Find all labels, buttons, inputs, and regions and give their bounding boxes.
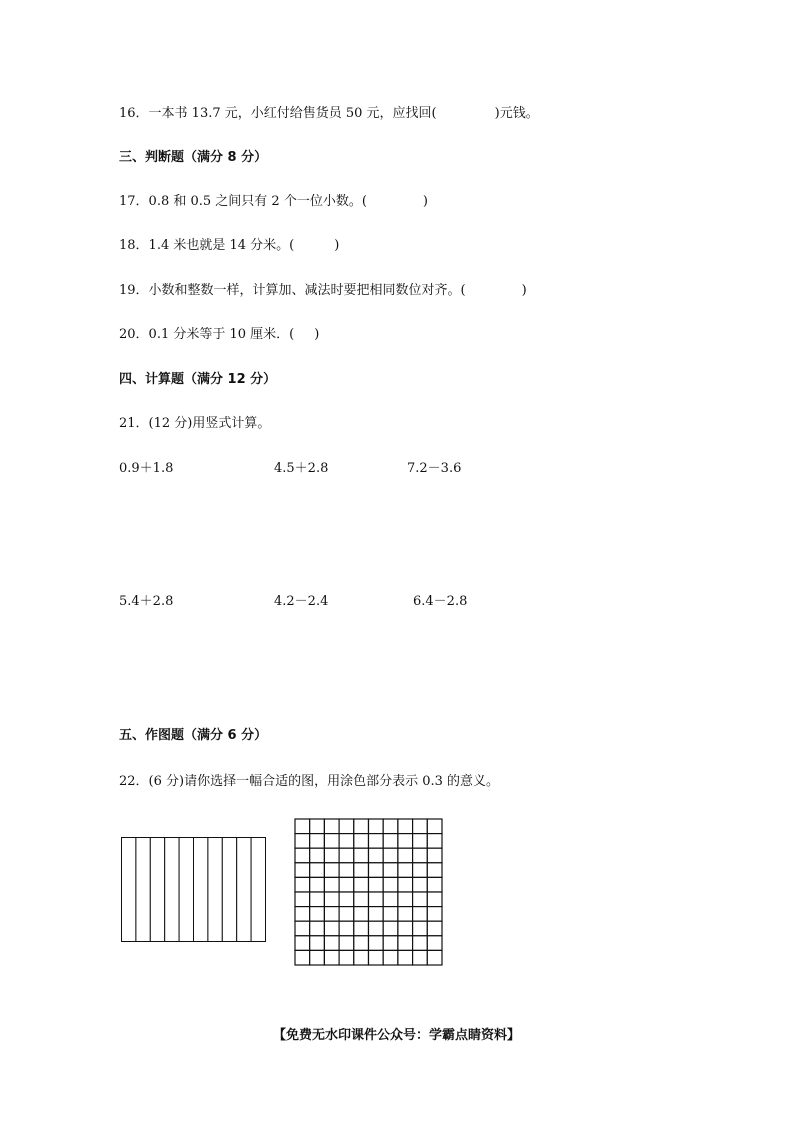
grid-cell[interactable] bbox=[354, 877, 369, 892]
question-20-text: 20．0.1 分米等于 10 厘米．( bbox=[119, 327, 295, 342]
grid-cell[interactable] bbox=[427, 863, 442, 878]
grid-cell[interactable] bbox=[295, 907, 310, 922]
grid-cell[interactable] bbox=[339, 863, 354, 878]
grid-cell[interactable] bbox=[295, 921, 310, 936]
grid-cell[interactable] bbox=[427, 848, 442, 863]
grid-cell[interactable] bbox=[413, 950, 428, 965]
grid-cell[interactable] bbox=[369, 834, 384, 849]
grid-cell[interactable] bbox=[427, 936, 442, 951]
grid-cell[interactable] bbox=[413, 848, 428, 863]
grid-cell[interactable] bbox=[339, 950, 354, 965]
question-16 bbox=[119, 106, 539, 122]
grid-cell[interactable] bbox=[398, 834, 413, 849]
question-18-suffix: ) bbox=[334, 238, 340, 253]
grid-cell[interactable] bbox=[324, 848, 339, 863]
grid-cell[interactable] bbox=[413, 819, 428, 834]
grid-cell[interactable] bbox=[354, 921, 369, 936]
grid-cell[interactable] bbox=[398, 936, 413, 951]
grid-cell[interactable] bbox=[324, 863, 339, 878]
strip-cell[interactable] bbox=[194, 838, 208, 942]
grid-cell[interactable] bbox=[383, 907, 398, 922]
strip-cell[interactable] bbox=[251, 838, 265, 942]
grid-cell[interactable] bbox=[324, 950, 339, 965]
grid-cell[interactable] bbox=[310, 848, 325, 863]
grid-cell[interactable] bbox=[354, 892, 369, 907]
strip-cell[interactable] bbox=[150, 838, 164, 942]
strip-cell[interactable] bbox=[179, 838, 193, 942]
grid-cell[interactable] bbox=[339, 921, 354, 936]
grid-cell[interactable] bbox=[383, 921, 398, 936]
grid-cell[interactable] bbox=[383, 863, 398, 878]
grid-cell[interactable] bbox=[339, 848, 354, 863]
grid-cell[interactable] bbox=[310, 819, 325, 834]
grid-cell[interactable] bbox=[324, 834, 339, 849]
calc-expression: 7.2－3.6 bbox=[407, 461, 462, 476]
grid-cell[interactable] bbox=[354, 907, 369, 922]
question-20-suffix: ) bbox=[314, 327, 320, 342]
grid-cell[interactable] bbox=[369, 950, 384, 965]
strip-cell[interactable] bbox=[237, 838, 251, 942]
grid-cell[interactable] bbox=[310, 877, 325, 892]
grid-cell[interactable] bbox=[413, 907, 428, 922]
grid-cell[interactable] bbox=[295, 950, 310, 965]
grid-cell[interactable] bbox=[324, 936, 339, 951]
grid-cell[interactable] bbox=[413, 921, 428, 936]
grid-cell[interactable] bbox=[427, 877, 442, 892]
grid-cell[interactable] bbox=[295, 819, 310, 834]
strip-cell[interactable] bbox=[136, 838, 150, 942]
grid-cell[interactable] bbox=[295, 834, 310, 849]
grid-cell[interactable] bbox=[427, 921, 442, 936]
grid-cell[interactable] bbox=[354, 834, 369, 849]
grid-cell[interactable] bbox=[354, 936, 369, 951]
calc-expression: 4.2－2.4 bbox=[274, 594, 329, 609]
grid-cell[interactable] bbox=[398, 819, 413, 834]
grid-cell[interactable] bbox=[369, 907, 384, 922]
grid-cell[interactable] bbox=[413, 863, 428, 878]
grid-cell[interactable] bbox=[339, 936, 354, 951]
grid-cell[interactable] bbox=[310, 892, 325, 907]
grid-cell[interactable] bbox=[324, 819, 339, 834]
question-16-suffix: )元钱。 bbox=[494, 106, 539, 121]
grid-cell[interactable] bbox=[427, 950, 442, 965]
grid-cell[interactable] bbox=[295, 892, 310, 907]
grid-cell[interactable] bbox=[398, 863, 413, 878]
question-16-text: 16．一本书 13.7 元，小红付给售货员 50 元，应找回( bbox=[119, 106, 437, 121]
grid-cell[interactable] bbox=[369, 936, 384, 951]
question-19-suffix: ) bbox=[521, 283, 527, 298]
grid-cell[interactable] bbox=[398, 907, 413, 922]
grid-cell[interactable] bbox=[413, 936, 428, 951]
question-19-text: 19．小数和整数一样，计算加、减法时要把相同数位对齐。( bbox=[119, 283, 466, 298]
footer-note: 【免费无水印课件公众号：学霸点睛资料】 bbox=[272, 1028, 520, 1043]
question-20 bbox=[119, 327, 319, 343]
grid-cell[interactable] bbox=[295, 877, 310, 892]
calc-expression: 0.9＋1.8 bbox=[119, 461, 174, 476]
grid-cell[interactable] bbox=[369, 819, 384, 834]
grid-cell[interactable] bbox=[398, 921, 413, 936]
grid-cell[interactable] bbox=[383, 892, 398, 907]
section-5-heading: 五、作图题（满分 6 分） bbox=[119, 728, 268, 743]
grid-cell[interactable] bbox=[427, 834, 442, 849]
grid-cell[interactable] bbox=[295, 936, 310, 951]
grid-cell[interactable] bbox=[339, 892, 354, 907]
grid-cell[interactable] bbox=[310, 950, 325, 965]
grid-cell[interactable] bbox=[354, 848, 369, 863]
grid-cell[interactable] bbox=[427, 819, 442, 834]
grid-cell[interactable] bbox=[339, 819, 354, 834]
grid-cell[interactable] bbox=[354, 950, 369, 965]
strip-cell[interactable] bbox=[222, 838, 236, 942]
section-4-heading: 四、计算题（满分 12 分） bbox=[119, 372, 277, 387]
section-3-heading: 三、判断题（满分 8 分） bbox=[119, 150, 268, 165]
question-17 bbox=[119, 194, 428, 210]
question-18 bbox=[119, 238, 339, 254]
grid-cell[interactable] bbox=[383, 950, 398, 965]
grid-cell[interactable] bbox=[339, 907, 354, 922]
calc-expression: 5.4＋2.8 bbox=[119, 594, 174, 609]
calc-expression: 4.5＋2.8 bbox=[274, 461, 329, 476]
hundredths-grid-figure[interactable] bbox=[293, 817, 444, 967]
grid-cell[interactable] bbox=[369, 921, 384, 936]
calc-expression: 6.4－2.8 bbox=[413, 594, 468, 609]
grid-cell[interactable] bbox=[383, 848, 398, 863]
strip-cell[interactable] bbox=[165, 838, 179, 942]
grid-cell[interactable] bbox=[398, 877, 413, 892]
grid-cell[interactable] bbox=[295, 848, 310, 863]
grid-cell[interactable] bbox=[383, 834, 398, 849]
question-19 bbox=[119, 283, 527, 299]
question-21: 21．(12 分)用竖式计算。 bbox=[119, 416, 271, 431]
grid-cell[interactable] bbox=[295, 863, 310, 878]
grid-cell[interactable] bbox=[369, 877, 384, 892]
question-17-text: 17．0.8 和 0.5 之间只有 2 个一位小数。( bbox=[119, 194, 367, 209]
grid-cell[interactable] bbox=[413, 877, 428, 892]
grid-cell[interactable] bbox=[324, 892, 339, 907]
grid-cell[interactable] bbox=[398, 950, 413, 965]
grid-cell[interactable] bbox=[383, 877, 398, 892]
grid-cell[interactable] bbox=[354, 863, 369, 878]
grid-cell[interactable] bbox=[383, 936, 398, 951]
grid-cell[interactable] bbox=[427, 907, 442, 922]
grid-cell[interactable] bbox=[310, 863, 325, 878]
grid-cell[interactable] bbox=[427, 892, 442, 907]
grid-cell[interactable] bbox=[310, 921, 325, 936]
grid-cell[interactable] bbox=[339, 834, 354, 849]
grid-cell[interactable] bbox=[383, 819, 398, 834]
question-17-suffix: ) bbox=[422, 194, 428, 209]
grid-cell[interactable] bbox=[310, 907, 325, 922]
grid-cell[interactable] bbox=[369, 863, 384, 878]
grid-cell[interactable] bbox=[369, 848, 384, 863]
grid-cell[interactable] bbox=[324, 907, 339, 922]
grid-cell[interactable] bbox=[369, 892, 384, 907]
grid-cell[interactable] bbox=[324, 877, 339, 892]
tenths-strip-figure[interactable] bbox=[120, 836, 267, 943]
grid-cell[interactable] bbox=[354, 819, 369, 834]
grid-cell[interactable] bbox=[339, 877, 354, 892]
grid-cell[interactable] bbox=[324, 921, 339, 936]
grid-cell[interactable] bbox=[310, 834, 325, 849]
grid-cell[interactable] bbox=[310, 936, 325, 951]
question-18-text: 18．1.4 米也就是 14 分米。( bbox=[119, 238, 295, 253]
question-22: 22．(6 分)请你选择一幅合适的图，用涂色部分表示 0.3 的意义。 bbox=[119, 774, 500, 789]
grid-cell[interactable] bbox=[398, 848, 413, 863]
grid-cell[interactable] bbox=[413, 892, 428, 907]
strip-cell[interactable] bbox=[208, 838, 222, 942]
grid-cell[interactable] bbox=[413, 834, 428, 849]
grid-cell[interactable] bbox=[398, 892, 413, 907]
strip-cell[interactable] bbox=[122, 838, 136, 942]
